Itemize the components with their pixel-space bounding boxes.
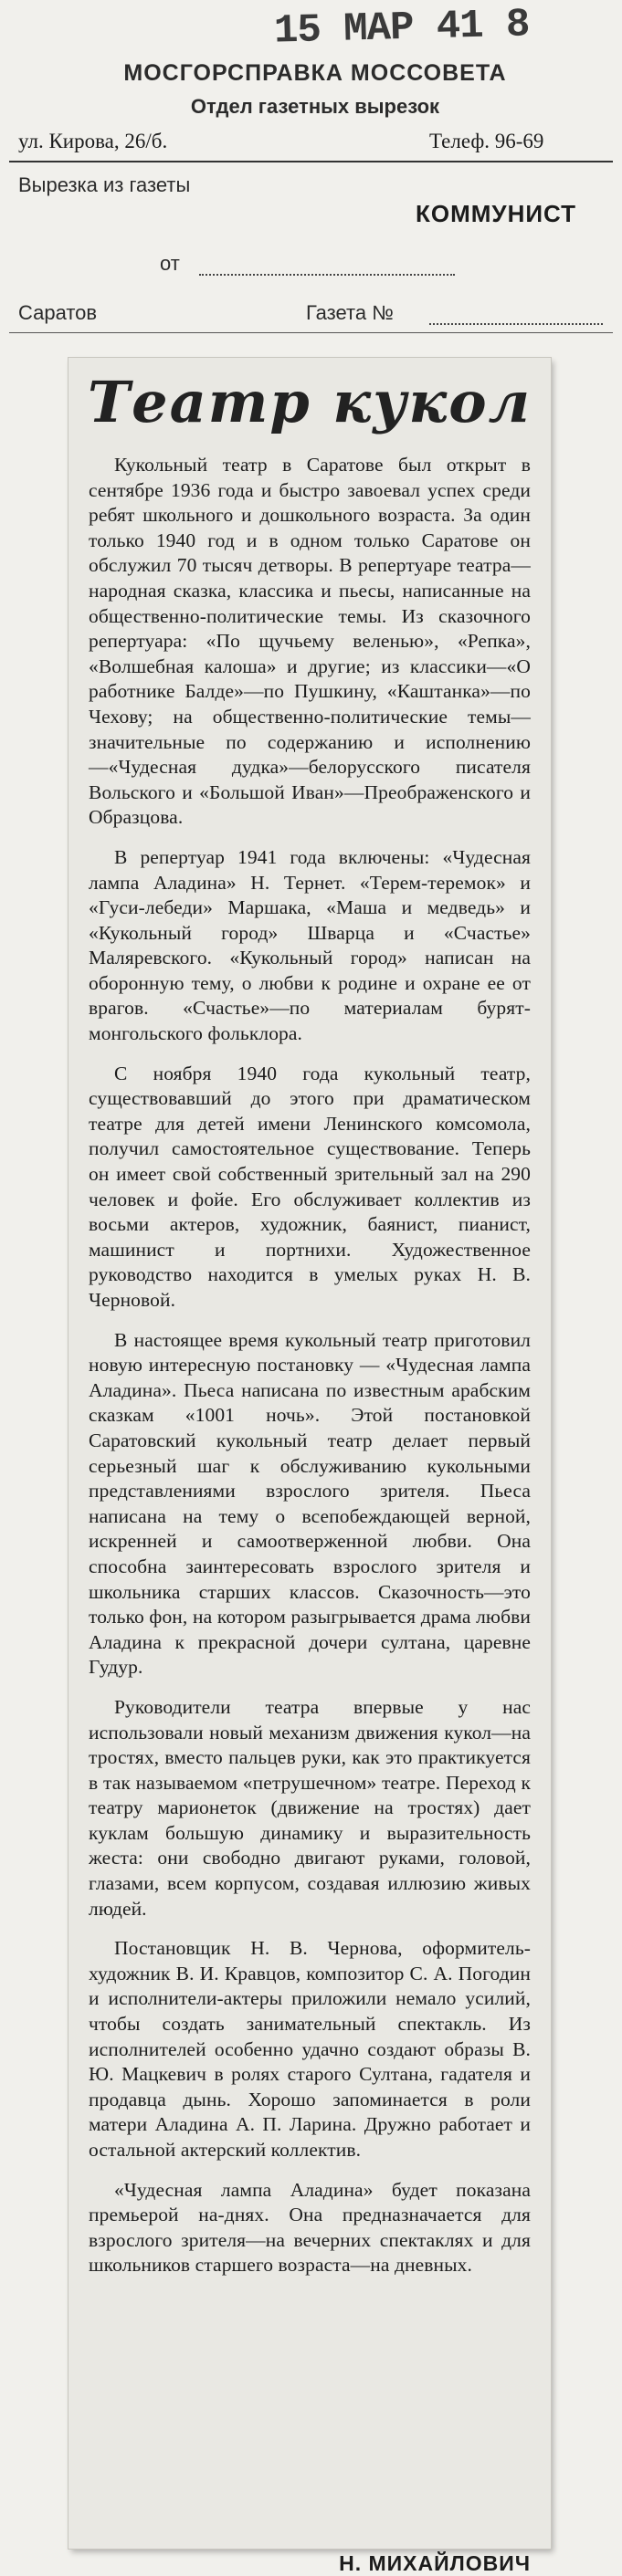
address: ул. Кирова, 26/б. <box>18 130 168 152</box>
article-paragraph: В репертуар 1941 года включены: «Чудесная лампа Аладина» Н. Тернет. «Терем-теремок» и «Гуси-лебеди» Маршака, «Маша и медведь» и «Кукольный город» Шварца и «Счастье» Маляревского. «Кукольный город» написан на оборонную тему, о любви к родине и охране ее от врагов. «Счастье»—по материалам бурят-монгольского фольклора. <box>89 845 531 1045</box>
issue-number-blank <box>429 323 603 325</box>
clipping-form-header <box>0 0 622 356</box>
article-paragraph: Постановщик Н. В. Чернова, оформитель-художник В. И. Кравцов, композитор С. А. Погодин и исполнители-актеры приложили немало усилий, чтобы создать занимательный спектакль. Из исполнителей особенно удачно создают образы В. Ю. Мацкевич в ролях старого Султана, гадателя и продавца дынь. Хорошо запоминается в роли матери Аладина А. П. Ларина. Дружно работает и остальной актерский коллектив. <box>89 1937 531 2161</box>
phone-number: Телеф. 96-69 <box>429 130 544 152</box>
organization-name: МОСГОРСПРАВКА МОССОВЕТА <box>123 60 507 86</box>
article-paragraph: Кукольный театр в Саратове был открыт в сентябре 1936 года и быстро завоевал успех среди ребят школьного и дошкольного возраста. За один только 1940 год и в одном только Саратове он обслужил 70 тысяч детворы. В репертуаре театра—народная сказка, классика и пьесы, написанные на общественно-политические темы. Из сказочного репертуара: «По щучьему веленью», «Репка», «Волшебная калоша» и другие; из классики—«О работнике Балде»—по Пушкину, «Каштанка»—по Чехову; на общественно-политические темы—значительные по содержанию и исполнению—«Чудесная дудка»—белорусского писателя Вольского и «Большой Иван»—Преображенского и Образцова. <box>89 454 531 829</box>
from-date-blank <box>199 274 455 276</box>
stamp-date: 15 MAP 41 <box>273 3 484 55</box>
article-paragraph: Руководители театра впервые у нас использовали новый механизм движения кукол—на тростях, вместо пальцев руки, как это практикуется в так называемом «петрушечном» театре. Переход к театру марионеток (движение на тростях) дает куклам большую динамику и выразительность жеста: они свободно двигают руками, головой, глазами, всем корпусом, создавая иллюзию живых людей. <box>89 1695 531 1920</box>
article-paragraph: В настоящее время кукольный театр приготовил новую интересную постановку — «Чудесная лампа Аладина». Пьеса написана по известным арабским сказкам «1001 ночь». Этой постановкой Саратовский кукольный театр делает первый серьезный шаг к обслуживанию кукольными представлениями взрослого зрителя. Пьеса написана на тему о всепобеждающей верной, искренней и самоотверженной любви. Она способна заинтересовать взрослого зрителя и школьника старших классов. Сказочность—это только фон, на котором разыгрывается драма любви Аладина к прекрасной дочери султана, царевне Гудур. <box>89 1328 531 1679</box>
from-label: от <box>160 252 180 275</box>
clipping-label: Вырезка из газеты <box>18 173 191 196</box>
article-paragraph: С ноября 1940 года кукольный театр, существовавший до этого при драматическом театре для детей имени Ленинского комсомола, получил самостоятельное существование. Теперь он имеет свой собственный зрительный зал на 290 человек и фойе. Его обслуживает коллектив из восьми актеров, художник, баянист, пианист, машинист и портнихи. Художественное руководство находится в умелых руках Н. В. Черновой. <box>89 1062 531 1311</box>
article-byline: Н. МИХАЙЛОВИЧ <box>339 2551 531 2575</box>
article-paragraph: «Чудесная лампа Аладина» будет показана премьерой на-днях. Она предназначается для взрослого зрителя—на вечерних спектаклях и для школьников старшего возраста—на дневных. <box>89 2178 531 2277</box>
newspaper-name: КОММУНИСТ <box>416 200 577 227</box>
city-label: Саратов <box>18 301 98 324</box>
issue-label: Газета № <box>306 301 394 324</box>
newspaper-clipping <box>69 358 551 2575</box>
header-divider <box>9 161 613 162</box>
department-name: Отдел газетных вырезок <box>190 95 440 118</box>
form-bottom-rule <box>9 332 613 333</box>
article-headline: Театр кукол <box>87 369 532 435</box>
stamp-number: 8 <box>505 2 531 48</box>
date-stamp <box>273 2 530 54</box>
article-body <box>89 453 531 2293</box>
